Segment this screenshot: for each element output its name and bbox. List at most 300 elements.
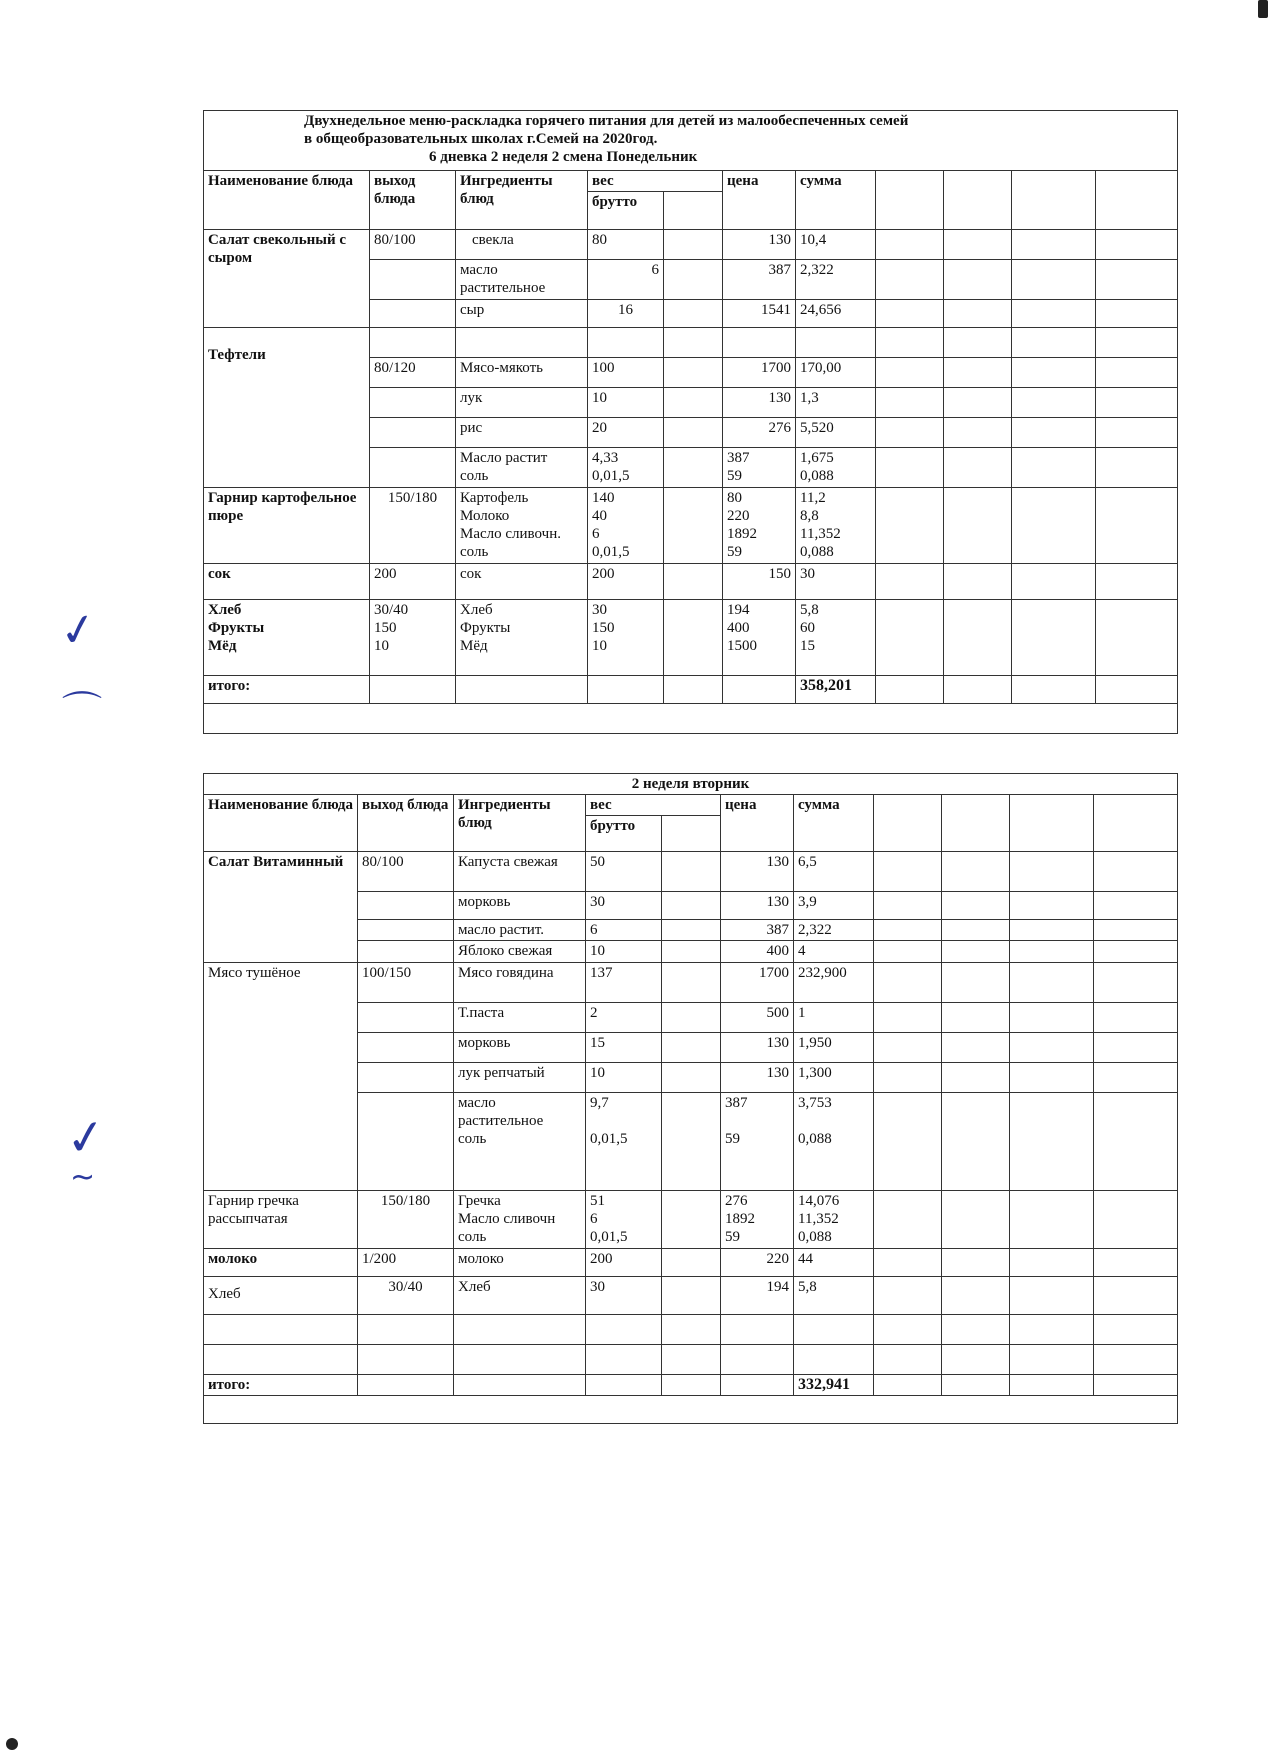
empty-cell <box>664 358 723 388</box>
empty-cell <box>876 388 944 418</box>
ingredient: рис <box>456 418 588 448</box>
empty-cell <box>1094 1191 1178 1249</box>
ingredient: Капуста свежая <box>454 852 586 892</box>
sum: 11,2 8,8 11,352 0,088 <box>796 488 876 564</box>
empty-cell <box>1010 1249 1094 1277</box>
ingredient: Масло растит соль <box>456 448 588 488</box>
ingredient: лук <box>456 388 588 418</box>
empty-cell <box>586 1375 662 1396</box>
empty-cell <box>662 852 721 892</box>
empty-cell <box>942 1315 1010 1345</box>
table-row <box>204 963 1178 1003</box>
empty-cell <box>1096 600 1178 676</box>
weight: 50 <box>586 852 662 892</box>
empty-cell <box>721 1375 794 1396</box>
dish-yield: 150/180 <box>370 488 456 564</box>
empty-cell <box>1012 448 1096 488</box>
ingredient: масло растительное соль <box>454 1093 586 1191</box>
dish-name: Хлеб <box>204 1277 358 1315</box>
dish-yield: 80/120 <box>370 358 456 388</box>
empty-cell <box>942 852 1010 892</box>
weight: 30 <box>586 892 662 920</box>
empty-cell <box>942 1093 1010 1191</box>
empty-cell <box>874 1063 942 1093</box>
empty-cell <box>942 1345 1010 1375</box>
empty-cell <box>944 328 1012 358</box>
dish-yield <box>370 448 456 488</box>
empty-cell <box>664 488 723 564</box>
empty-row <box>204 1396 1178 1424</box>
empty-cell <box>874 892 942 920</box>
weight <box>586 1315 662 1345</box>
sum: 2,322 <box>794 920 874 941</box>
page-title <box>204 111 1178 171</box>
empty-cell <box>456 676 588 704</box>
empty-cell <box>876 260 944 300</box>
empty-cell <box>942 892 1010 920</box>
empty-cell <box>662 892 721 920</box>
empty-cell <box>662 963 721 1003</box>
header-dish: Наименование блюда <box>204 795 358 852</box>
dish-name: Тефтели <box>204 328 370 488</box>
price <box>721 1315 794 1345</box>
empty-cell <box>1096 358 1178 388</box>
empty-cell <box>1010 795 1094 852</box>
empty-cell <box>942 941 1010 963</box>
price: 276 1892 59 <box>721 1191 794 1249</box>
empty-cell <box>1094 1093 1178 1191</box>
sum: 14,076 11,352 0,088 <box>794 1191 874 1249</box>
table-row <box>204 1277 1178 1315</box>
empty-cell <box>662 1277 721 1315</box>
table-row <box>204 328 1178 358</box>
menu-table-tuesday <box>203 773 1178 1424</box>
empty-cell <box>942 920 1010 941</box>
empty-cell <box>662 1315 721 1345</box>
empty-cell <box>944 600 1012 676</box>
weight: 10 <box>588 388 664 418</box>
dish-yield: 200 <box>370 564 456 600</box>
price: 194 <box>721 1277 794 1315</box>
empty-cell <box>876 358 944 388</box>
empty-cell <box>874 1249 942 1277</box>
empty-cell <box>1094 1003 1178 1033</box>
empty-cell <box>874 1375 942 1396</box>
dish-name: молоко <box>204 1249 358 1277</box>
sum: 5,8 <box>794 1277 874 1315</box>
price: 80 220 1892 59 <box>723 488 796 564</box>
empty-cell <box>662 1093 721 1191</box>
weight: 100 <box>588 358 664 388</box>
empty-cell <box>876 230 944 260</box>
header-ingredients: Ингредиенты блюд <box>456 171 588 230</box>
weight: 16 <box>588 300 664 328</box>
empty-cell <box>664 260 723 300</box>
empty-cell <box>1012 230 1096 260</box>
dish-name: Гарнир гречка рассыпчатая <box>204 1191 358 1249</box>
ingredient: Яблоко свежая <box>454 941 586 963</box>
table-row <box>204 564 1178 600</box>
empty-cell <box>662 941 721 963</box>
table-row <box>204 852 1178 892</box>
empty-cell <box>1096 564 1178 600</box>
empty-cell <box>1096 328 1178 358</box>
table-row <box>204 1315 1178 1345</box>
price: 130 <box>721 1033 794 1063</box>
empty-cell <box>874 1277 942 1315</box>
empty-cell <box>944 300 1012 328</box>
empty-cell <box>1010 1093 1094 1191</box>
sum: 4 <box>794 941 874 963</box>
header-brutto: брутто <box>588 192 664 230</box>
empty-cell <box>664 388 723 418</box>
ingredient: Хлеб <box>454 1277 586 1315</box>
empty-cell <box>876 488 944 564</box>
empty-cell <box>1010 892 1094 920</box>
empty-cell <box>944 230 1012 260</box>
weight: 200 <box>586 1249 662 1277</box>
price: 1700 <box>721 963 794 1003</box>
price: 130 <box>721 1063 794 1093</box>
empty-cell <box>662 1063 721 1093</box>
empty-cell <box>664 328 723 358</box>
empty-cell <box>1012 676 1096 704</box>
table-row <box>204 230 1178 260</box>
weight: 30 150 10 <box>588 600 664 676</box>
empty-cell <box>874 1315 942 1345</box>
price: 387 <box>723 260 796 300</box>
ingredient: морковь <box>454 1033 586 1063</box>
empty-cell <box>664 448 723 488</box>
empty-cell <box>876 448 944 488</box>
dish-name <box>204 1345 358 1375</box>
weight: 10 <box>586 1063 662 1093</box>
sum: 3,753 0,088 <box>794 1093 874 1191</box>
dish-name: Салат Витаминный <box>204 852 358 963</box>
ingredient: лук репчатый <box>454 1063 586 1093</box>
header-sum: сумма <box>796 171 876 230</box>
dish-yield <box>370 418 456 448</box>
sum: 30 <box>796 564 876 600</box>
empty-cell <box>1010 1345 1094 1375</box>
empty-cell <box>1096 171 1178 230</box>
empty-cell <box>1094 892 1178 920</box>
ingredient: Т.паста <box>454 1003 586 1033</box>
sum: 170,00 <box>796 358 876 388</box>
empty-cell <box>1010 1277 1094 1315</box>
ingredient: сок <box>456 564 588 600</box>
empty-cell <box>874 1345 942 1375</box>
empty-cell <box>1010 1315 1094 1345</box>
sum <box>796 328 876 358</box>
price: 130 <box>723 388 796 418</box>
ingredient: Хлеб Фрукты Мёд <box>456 600 588 676</box>
empty-cell <box>454 1375 586 1396</box>
total-row <box>204 676 1178 704</box>
empty-cell <box>1012 328 1096 358</box>
dish-yield <box>370 300 456 328</box>
empty-cell <box>942 1063 1010 1093</box>
empty-cell <box>1096 418 1178 448</box>
title-line-1: Двухнедельное меню-раскладка горячего питания для детей из малообеспеченных семей <box>304 113 909 129</box>
empty-cell <box>1096 300 1178 328</box>
empty-cell <box>874 963 942 1003</box>
sum: 5,520 <box>796 418 876 448</box>
ingredient: молоко <box>454 1249 586 1277</box>
empty-cell <box>1010 852 1094 892</box>
price: 276 <box>723 418 796 448</box>
dish-yield <box>358 920 454 941</box>
total-sum: 332,941 <box>794 1375 874 1396</box>
weight: 20 <box>588 418 664 448</box>
header-yield: выход блюда <box>358 795 454 852</box>
empty-cell <box>370 676 456 704</box>
sum: 2,322 <box>796 260 876 300</box>
empty-cell <box>944 448 1012 488</box>
empty-cell <box>1012 564 1096 600</box>
weight: 137 <box>586 963 662 1003</box>
table-row <box>204 1345 1178 1375</box>
sum: 1,950 <box>794 1033 874 1063</box>
sum: 3,9 <box>794 892 874 920</box>
weight: 2 <box>586 1003 662 1033</box>
empty-cell <box>1010 920 1094 941</box>
dish-yield: 80/100 <box>358 852 454 892</box>
weight: 140 40 6 0,01,5 <box>588 488 664 564</box>
dish-yield <box>358 1033 454 1063</box>
table-row <box>204 1191 1178 1249</box>
empty-cell <box>664 230 723 260</box>
empty-cell <box>874 1191 942 1249</box>
empty-cell <box>1012 358 1096 388</box>
weight: 10 <box>586 941 662 963</box>
empty-cell <box>662 1375 721 1396</box>
empty-cell <box>874 1003 942 1033</box>
ingredient <box>454 1345 586 1375</box>
dish-name: Гарнир картофельное пюре <box>204 488 370 564</box>
empty-cell <box>874 920 942 941</box>
empty-cell <box>662 1249 721 1277</box>
dish-yield <box>358 1093 454 1191</box>
header-price: цена <box>723 171 796 230</box>
weight <box>588 328 664 358</box>
price: 194 400 1500 <box>723 600 796 676</box>
weight <box>586 1345 662 1375</box>
empty-cell <box>1010 1033 1094 1063</box>
empty-cell <box>1012 388 1096 418</box>
empty-cell <box>1096 260 1178 300</box>
ingredient <box>454 1315 586 1345</box>
sum: 1,675 0,088 <box>796 448 876 488</box>
empty-cell <box>1010 1063 1094 1093</box>
sum: 44 <box>794 1249 874 1277</box>
empty-cell <box>662 1033 721 1063</box>
weight: 80 <box>588 230 664 260</box>
empty-cell <box>1096 488 1178 564</box>
empty-cell <box>1012 488 1096 564</box>
header-brutto: брутто <box>586 816 662 852</box>
ingredient: Гречка Масло сливочн соль <box>454 1191 586 1249</box>
empty-cell <box>1012 300 1096 328</box>
header-dish: Наименование блюда <box>204 171 370 230</box>
empty-cell <box>874 795 942 852</box>
empty-cell <box>1010 1375 1094 1396</box>
sum <box>794 1315 874 1345</box>
price: 387 <box>721 920 794 941</box>
empty-cell <box>874 852 942 892</box>
empty-cell <box>876 171 944 230</box>
price: 1541 <box>723 300 796 328</box>
empty-cell <box>1094 795 1178 852</box>
empty-cell <box>1012 600 1096 676</box>
empty-cell <box>944 418 1012 448</box>
empty-cell <box>662 1191 721 1249</box>
empty-cell <box>944 564 1012 600</box>
price: 1700 <box>723 358 796 388</box>
dish-yield <box>370 388 456 418</box>
empty-cell <box>944 358 1012 388</box>
ingredient: Мясо-мякоть <box>456 358 588 388</box>
empty-cell <box>944 388 1012 418</box>
sum: 5,8 60 15 <box>796 600 876 676</box>
empty-cell <box>1010 941 1094 963</box>
weight: 6 <box>586 920 662 941</box>
weight: 200 <box>588 564 664 600</box>
ingredient: Мясо говядина <box>454 963 586 1003</box>
dish-yield <box>370 260 456 300</box>
empty-cell <box>358 1375 454 1396</box>
weight: 9,7 0,01,5 <box>586 1093 662 1191</box>
check-mark-icon: ✓ <box>62 1107 110 1169</box>
empty-cell <box>662 1345 721 1375</box>
price: 387 59 <box>721 1093 794 1191</box>
total-row <box>204 1375 1178 1396</box>
table-row <box>204 1249 1178 1277</box>
header-price: цена <box>721 795 794 852</box>
dish-yield <box>358 1345 454 1375</box>
empty-cell <box>1012 418 1096 448</box>
sum: 6,5 <box>794 852 874 892</box>
weight: 4,33 0,01,5 <box>588 448 664 488</box>
empty-cell <box>876 564 944 600</box>
dish-yield: 1/200 <box>358 1249 454 1277</box>
sum: 10,4 <box>796 230 876 260</box>
empty-cell <box>664 300 723 328</box>
dish-yield: 30/40 <box>358 1277 454 1315</box>
title-line-2: в общеобразовательных школах г.Семей на 2020год. <box>304 131 658 147</box>
empty-cell <box>664 564 723 600</box>
total-sum: 358,201 <box>796 676 876 704</box>
empty-cell <box>662 1003 721 1033</box>
empty-cell <box>1094 1345 1178 1375</box>
empty-cell <box>1094 1375 1178 1396</box>
empty-cell <box>664 600 723 676</box>
empty-cell <box>874 1033 942 1063</box>
dish-yield <box>358 892 454 920</box>
header-sum: сумма <box>794 795 874 852</box>
dish-yield <box>358 1003 454 1033</box>
sum: 1,300 <box>794 1063 874 1093</box>
dish-yield <box>358 1063 454 1093</box>
sum: 24,656 <box>796 300 876 328</box>
empty-cell <box>942 1249 1010 1277</box>
dish-yield: 30/40 150 10 <box>370 600 456 676</box>
price: 400 <box>721 941 794 963</box>
empty-row <box>204 704 1178 734</box>
empty-cell <box>876 328 944 358</box>
price: 130 <box>723 230 796 260</box>
price: 500 <box>721 1003 794 1033</box>
ingredient: Картофель Молоко Масло сливочн. соль <box>456 488 588 564</box>
empty-cell <box>664 418 723 448</box>
pen-stroke-icon: ⌒ <box>62 689 102 735</box>
empty-cell <box>1094 963 1178 1003</box>
empty-cell <box>942 1003 1010 1033</box>
total-label: итого: <box>204 676 370 704</box>
check-mark-icon: ✓ <box>55 602 102 659</box>
empty-cell <box>876 676 944 704</box>
price: 220 <box>721 1249 794 1277</box>
dish-yield: 80/100 <box>370 230 456 260</box>
menu-table-monday <box>203 110 1178 734</box>
empty-cell <box>723 676 796 704</box>
empty-cell <box>944 488 1012 564</box>
weight: 6 <box>588 260 664 300</box>
empty-cell <box>662 920 721 941</box>
price: 150 <box>723 564 796 600</box>
empty-cell <box>588 676 664 704</box>
empty-cell <box>1010 963 1094 1003</box>
ink-smudge <box>1258 0 1268 18</box>
empty-cell <box>1094 941 1178 963</box>
empty-cell <box>1012 171 1096 230</box>
weight: 30 <box>586 1277 662 1315</box>
empty-cell <box>1094 1063 1178 1093</box>
empty-cell <box>874 941 942 963</box>
empty-cell <box>876 418 944 448</box>
header-weight: вес <box>588 171 723 192</box>
header-yield: выход блюда <box>370 171 456 230</box>
price: 130 <box>721 852 794 892</box>
empty-cell <box>1094 1277 1178 1315</box>
dish-yield <box>358 941 454 963</box>
empty-cell <box>942 795 1010 852</box>
empty-cell <box>1010 1003 1094 1033</box>
dish-yield: 150/180 <box>358 1191 454 1249</box>
dish-name: сок <box>204 564 370 600</box>
weight: 51 6 0,01,5 <box>586 1191 662 1249</box>
header-ingredients: Ингредиенты блюд <box>454 795 586 852</box>
ingredient: морковь <box>454 892 586 920</box>
empty-cell <box>1094 1033 1178 1063</box>
empty-cell <box>1094 1249 1178 1277</box>
dish-name <box>204 1315 358 1345</box>
empty-cell <box>662 816 721 852</box>
empty-cell <box>944 171 1012 230</box>
empty-cell <box>944 676 1012 704</box>
empty-cell <box>1012 260 1096 300</box>
sum <box>794 1345 874 1375</box>
total-label: итого: <box>204 1375 358 1396</box>
empty-cell <box>874 1093 942 1191</box>
dish-yield: 100/150 <box>358 963 454 1003</box>
dish-name: Салат свекольный с сыром <box>204 230 370 328</box>
empty-cell <box>942 963 1010 1003</box>
ingredient: масло растительное <box>456 260 588 300</box>
empty-cell <box>942 1033 1010 1063</box>
empty-cell <box>876 300 944 328</box>
ink-smudge <box>6 1738 18 1750</box>
